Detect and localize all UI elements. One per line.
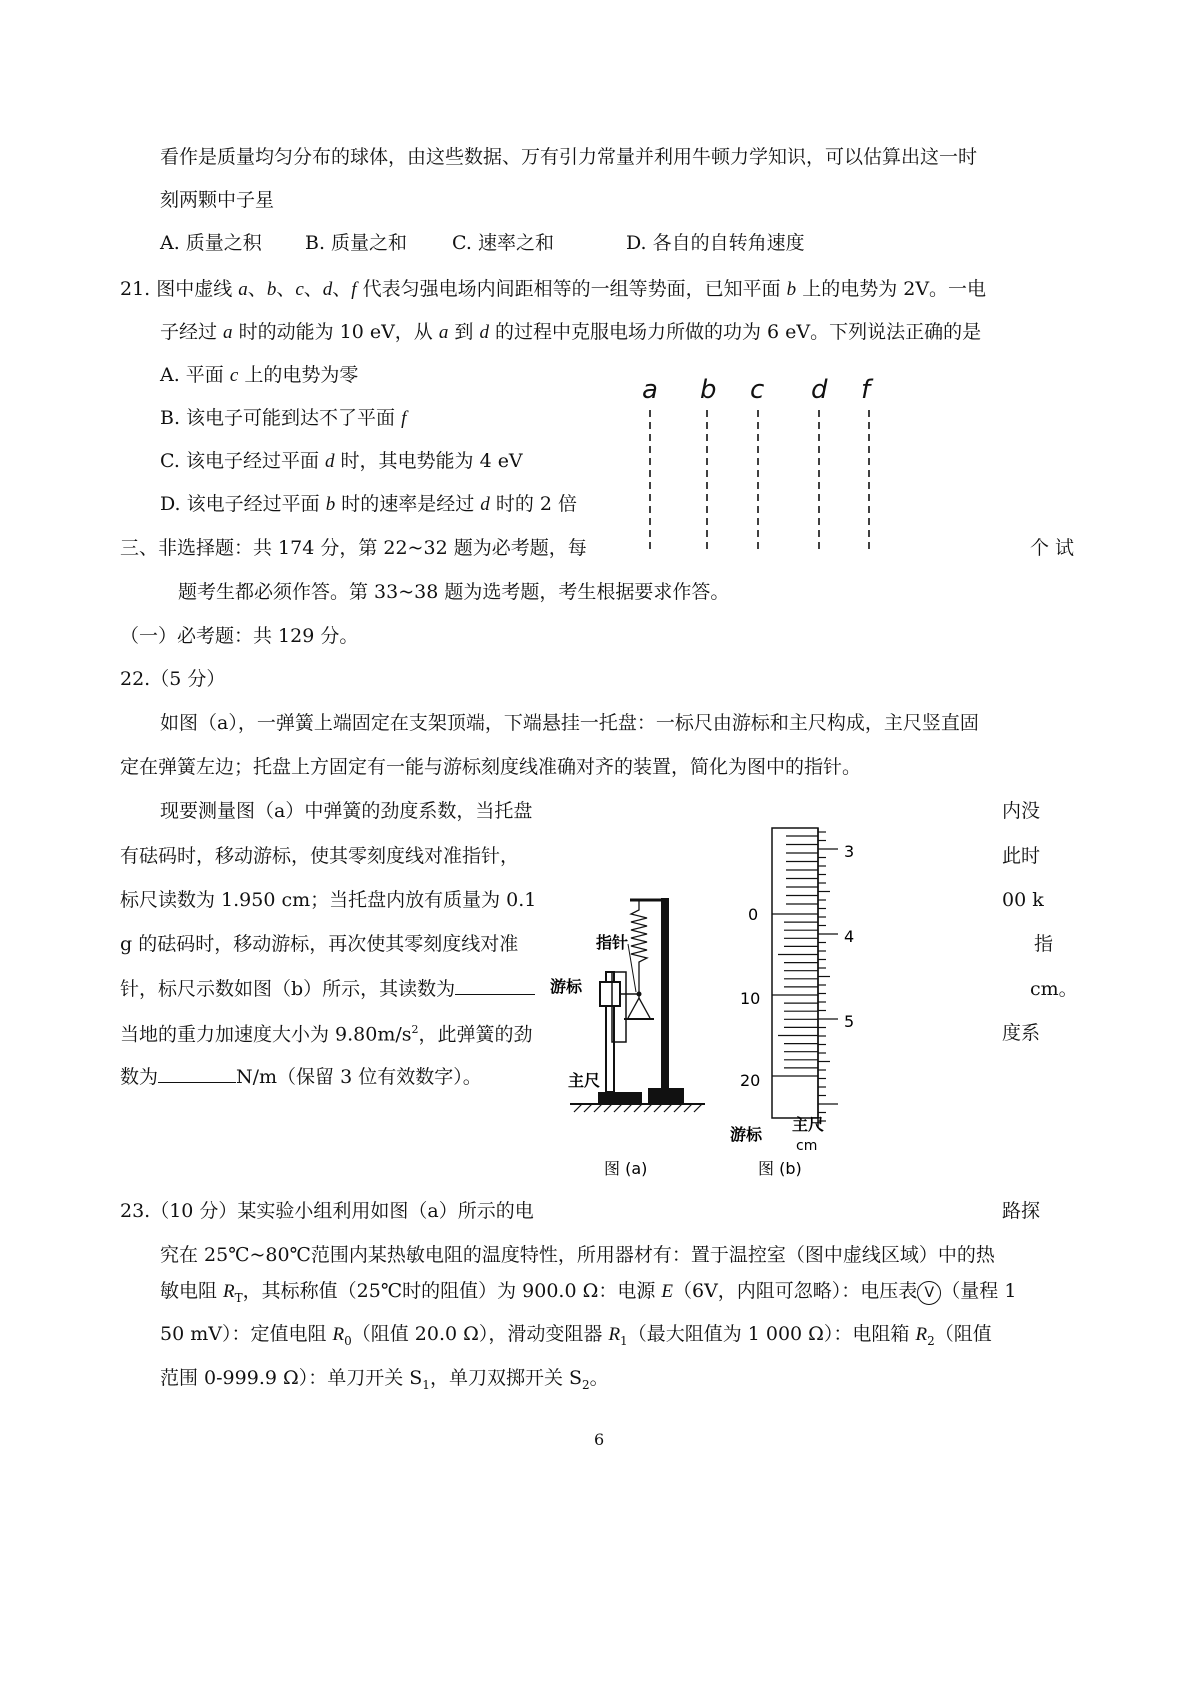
intro-option-d: D. 各自的自转角速度 [626,232,805,254]
q23-line-3: 敏电阻 $R_T$，其标称值（25℃时的阻值）为 900.0 Ω：电源 E（6V，内阻可忽略）：电压表 V （量程 1 [160,1280,1017,1305]
q22-para2-line2-right: 此时 [1002,845,1041,867]
label-main-b: 主尺 [792,1115,825,1134]
intro-option-a: A. 质量之积 [160,232,262,254]
q23-line-5: 范围 0-999.9 Ω）：单刀开关 $S_1$，单刀双掷开关 $S_2$。 [160,1367,609,1392]
fig-label-b: b [700,375,717,405]
label-pointer: 指针 [596,933,629,952]
sec3-line-1-right: 个 试 [1030,537,1075,559]
q22-para2-line4-right: 指 [1034,933,1054,955]
voltmeter-icon: V [917,1281,941,1305]
spring [631,900,647,974]
intro-option-b: B. 质量之和 [305,232,408,254]
vernier-body [772,828,818,1118]
q21-line-1: 21. 图中虚线 a、b、c、d、f 代表匀强电场内间距相等的一组等势面，已知平面 b 上的电势为 2V。一电 [120,278,987,300]
q21-equipotential-figure [630,370,890,560]
q22-para1-line1: 如图（a），一弹簧上端固定在支架顶端，下端悬挂一托盘：一标尺由游标和主尺构成，主尺竖直固 [160,712,979,734]
q22-para2-line6-right: 度系 [1002,1022,1041,1044]
q22-para1-line2: 定在弹簧左边；托盘上方固定有一能与游标刻度线准确对齐的装置，简化为图中的指针。 [120,756,862,778]
q23-line-1-right: 路探 [1002,1200,1041,1222]
answer-blank-reading[interactable] [455,980,535,995]
q21-option-c: C. 该电子经过平面 d 时，其电势能为 4 eV [160,450,523,472]
q22-heading: 22.（5 分） [120,668,226,690]
label-vernier-b: 游标 [730,1125,763,1144]
vernier-label-0: 0 [748,905,759,924]
q22-para2-line3-right: 00 k [1002,889,1044,911]
figure-a-caption: 图 (a) [604,1159,648,1178]
q23-line-1: 23.（10 分）某实验小组利用如图（a）所示的电 [120,1200,534,1222]
label-main-scale: 主尺 [568,1071,601,1090]
figure-b-scale [710,828,860,1180]
vernier-label-20: 20 [740,1071,761,1090]
q22-para2-line7: 数为 N/m（保留 3 位有效数字）。 [120,1066,482,1088]
q23-line-4: 50 mV）：定值电阻 $R_0$（阻值 20.0 Ω），滑动变阻器 $R_1$（最大阻值为 1 000 Ω）：电阻箱 $R_2$（阻值 [160,1323,992,1348]
sec3-part-1: （一）必考题：共 129 分。 [120,625,359,647]
support-stand [661,898,669,1090]
fig-label-a: a [642,375,658,405]
page-number: 6 [594,1430,605,1449]
figure-a-apparatus [550,880,720,1180]
q22-para2-line4: g 的砝码时，移动游标，再次使其零刻度线对准 [120,933,519,955]
intro-line-1: 看作是质量均匀分布的球体，由这些数据、万有引力常量并利用牛顿力学知识，可以估算出这一时 [160,146,978,168]
sec3-line-1: 三、非选择题：共 174 分，第 22~32 题为必考题，每 [120,537,587,559]
q22-para2-line6: 当地的重力加速度大小为 $9.80m/s^2$，此弹簧的劲 [120,1023,533,1046]
intro-option-c: C. 速率之和 [452,232,554,254]
sec3-line-2: 题考生都必须作答。第 33~38 题为选考题，考生根据要求作答。 [178,581,730,603]
q21-option-d: D. 该电子经过平面 b 时的速率是经过 d 时的 2 倍 [160,493,577,515]
q22-para2-line5: 针，标尺示数如图（b）所示，其读数为 [120,980,535,999]
q22-para2-line2: 有砝码时，移动游标，使其零刻度线对准指针， [120,845,520,867]
fig-label-d: d [811,375,828,405]
q22-para2-line1: 现要测量图（a）中弹簧的劲度系数，当托盘 [160,800,533,822]
q23-line-2: 究在 25℃~80℃范围内某热敏电阻的温度特性，所用器材有：置于温控室（图中虚线区域）中的热 [160,1244,995,1266]
main-label-4: 4 [844,927,855,946]
main-label-5: 5 [844,1012,855,1031]
vernier-label-10: 10 [740,989,761,1008]
q22-para2-line1-right: 内没 [1002,800,1041,822]
vernier [600,982,620,1006]
answer-blank-stiffness[interactable] [158,1068,236,1083]
q22-para2-line3: 标尺读数为 1.950 cm；当托盘内放有质量为 0.1 [120,889,537,911]
label-vernier: 游标 [550,977,583,996]
q21-line-2: 子经过 a 时的动能为 10 eV，从 a 到 d 的过程中克服电场力所做的功为 6 eV。下列说法正确的是 [160,321,982,343]
q22-para2-line5-right: cm。 [1030,978,1078,1000]
intro-line-2: 刻两颗中子星 [160,189,275,211]
figure-b-caption: 图 (b) [758,1159,802,1178]
fig-label-c: c [750,375,765,405]
fig-label-f: f [861,375,871,405]
q21-option-b: B. 该电子可能到达不了平面 f [160,407,407,429]
label-unit-cm: cm [796,1138,818,1154]
main-label-3: 3 [844,842,855,861]
q21-option-a: A. 平面 c 上的电势为零 [160,364,359,386]
